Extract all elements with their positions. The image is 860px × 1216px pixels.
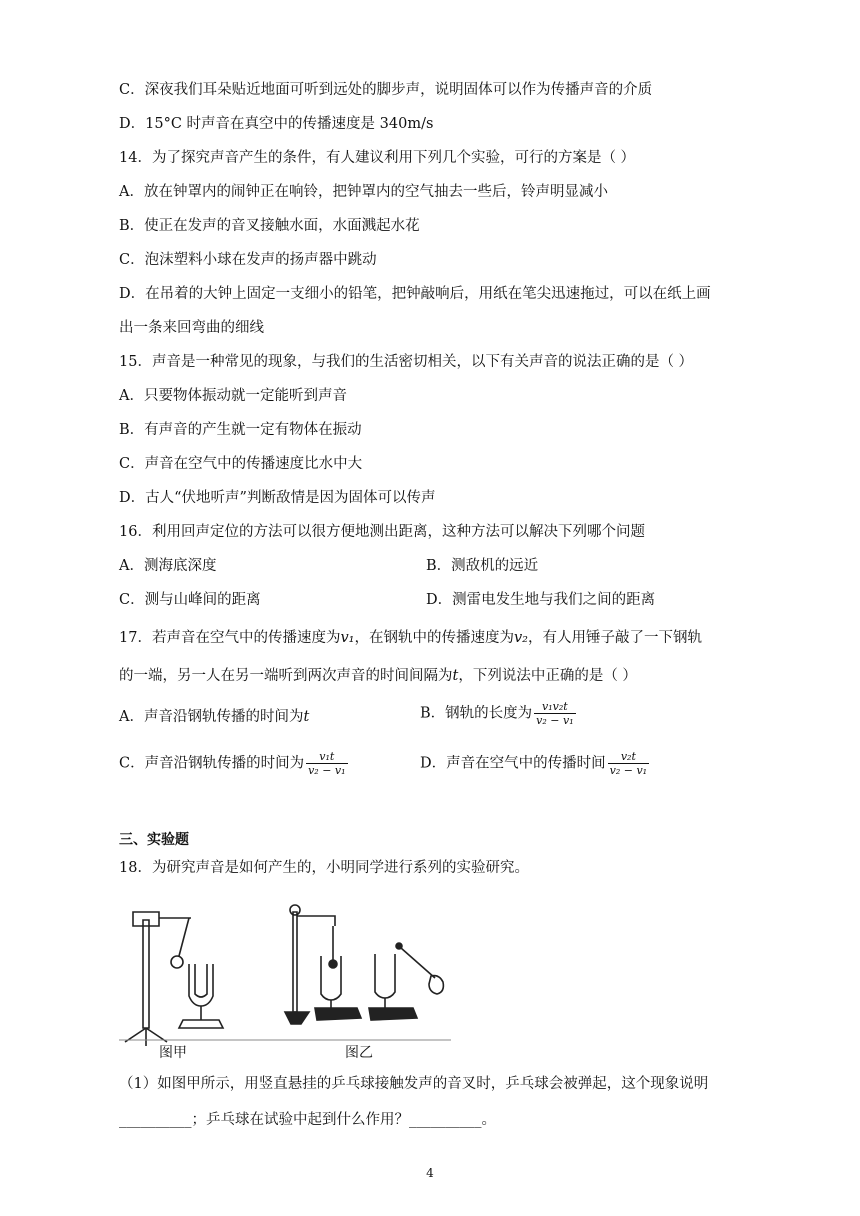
figure-label-b: 图乙 <box>345 1045 373 1061</box>
figure-label-a: 图甲 <box>159 1045 187 1061</box>
question-17 <box>119 628 702 648</box>
question-16: 16．利用回声定位的方法可以很方便地测出距离，这种方法可以解决下列哪个问题 <box>119 524 645 540</box>
option-13-d: D．15°C 时声音在真空中的传播速度是 340m/s <box>119 116 434 132</box>
option-14-c: C．泡沫塑料小球在发声的扬声器中跳动 <box>119 252 377 268</box>
option-14-d: D．在吊着的大钟上固定一支细小的铅笔，把钟敲响后，用纸在笔尖迅速拖过，可以在纸上画 <box>119 286 711 302</box>
option-17-c-fraction <box>306 750 347 777</box>
option-17-c <box>119 750 350 777</box>
option-16-b: B．测敌机的远近 <box>426 558 539 574</box>
fraction-denominator: v₂ − v₁ <box>536 714 574 727</box>
fraction-denominator: v₂ − v₁ <box>609 764 648 777</box>
fraction-numerator: v₂t <box>620 750 636 763</box>
q17-t: t <box>452 668 459 684</box>
section-heading-experiments: 三、实验题 <box>119 832 189 848</box>
question-17-cont <box>119 666 637 686</box>
question-18: 18．为研究声音是如何产生的，小明同学进行系列的实验研究。 <box>119 860 529 876</box>
fraction-numerator: v₁t <box>319 750 335 763</box>
option-17-d-text: D．声音在空气中的传播时间 <box>420 755 606 772</box>
option-15-b: B．有声音的产生就一定有物体在振动 <box>119 422 362 438</box>
fraction-numerator: v₁v₂t <box>542 700 568 713</box>
option-15-c: C．声音在空气中的传播速度比水中大 <box>119 456 363 472</box>
page-number: 4 <box>426 1166 434 1180</box>
option-17-d <box>420 750 651 777</box>
q17-text-1: 17．若声音在空气中的传播速度为 <box>119 630 341 646</box>
option-17-a <box>119 707 309 727</box>
option-17-c-text: C．声音沿钢轨传播的时间为 <box>119 755 305 772</box>
option-14-a: A．放在钟罩内的闹钟正在响铃，把钟罩内的空气抽去一些后，铃声明显减小 <box>119 184 608 200</box>
option-13-c: C．深夜我们耳朵贴近地面可听到远处的脚步声，说明固体可以作为传播声音的介质 <box>119 82 653 98</box>
q17-text-5: ，下列说法中正确的是（ ） <box>458 668 637 684</box>
question-15: 15．声音是一种常见的现象，与我们的生活密切相关，以下有关声音的说法正确的是（ ） <box>119 354 694 370</box>
option-17-b-text: B．钢轨的长度为 <box>420 705 533 722</box>
option-16-a: A．测海底深度 <box>119 558 217 574</box>
q17-text-3: ，有人用锤子敲了一下钢轨 <box>527 630 702 646</box>
option-17-a-text: A．声音沿钢轨传播的时间为 <box>119 709 304 725</box>
option-17-a-t: t <box>303 709 310 725</box>
option-16-c: C．测与山峰间的距离 <box>119 592 261 608</box>
question-18-1-blanks: __________；乒乓球在试验中起到什么作用？__________。 <box>119 1112 496 1128</box>
option-14-d-cont: 出一条来回弯曲的细线 <box>119 320 264 336</box>
option-17-b-fraction <box>534 700 575 727</box>
option-14-b: B．使正在发声的音叉接触水面，水面溅起水花 <box>119 218 420 234</box>
option-15-d: D．古人“伏地听声”判断敌情是因为固体可以传声 <box>119 490 436 506</box>
question-18-1: （1）如图甲所示，用竖直悬挂的乒乓球接触发声的音叉时，乒乓球会被弹起，这个现象说明 <box>119 1076 709 1092</box>
q17-text-4: 的一端，另一人在另一端听到两次声音的时间间隔为 <box>119 668 453 684</box>
experiment-figure <box>119 896 451 1064</box>
option-15-a: A．只要物体振动就一定能听到声音 <box>119 388 347 404</box>
option-17-b <box>420 700 578 727</box>
option-17-d-fraction <box>608 750 649 777</box>
question-14: 14．为了探究声音产生的条件，有人建议利用下列几个实验，可行的方案是（ ） <box>119 150 636 166</box>
q17-v1: v₁ <box>340 630 355 646</box>
q17-v2: v₂ <box>513 630 528 646</box>
experiment-illustration <box>119 896 451 1064</box>
q17-text-2: ，在钢轨中的传播速度为 <box>354 630 514 646</box>
fraction-denominator: v₂ − v₁ <box>308 764 346 777</box>
option-16-d: D．测雷电发生地与我们之间的距离 <box>426 592 656 608</box>
